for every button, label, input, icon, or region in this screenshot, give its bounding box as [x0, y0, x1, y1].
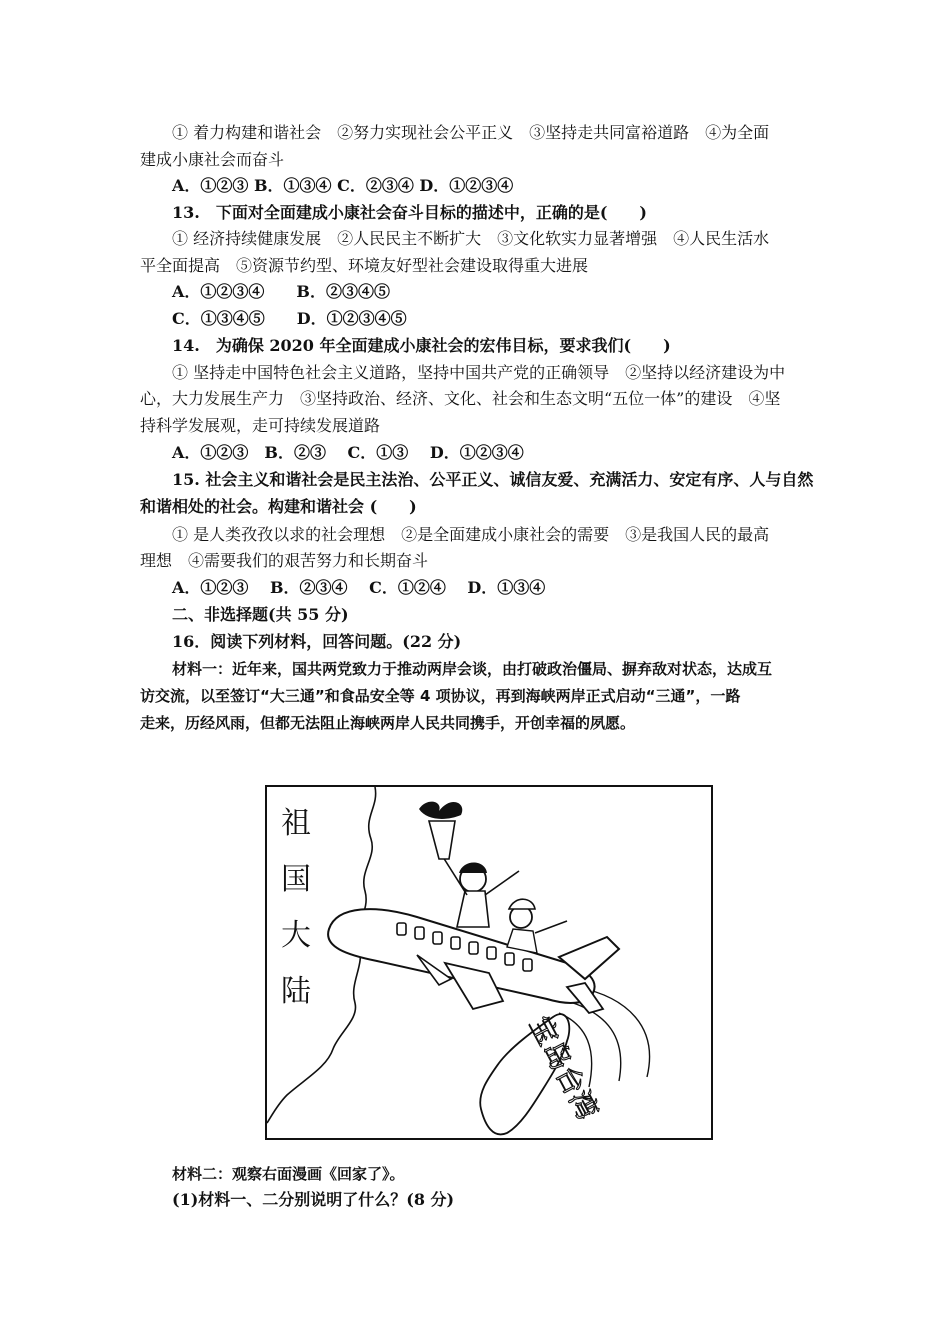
q13-stem: 13. 下面对全面建成小康社会奋斗目标的描述中，正确的是( ) [172, 203, 647, 222]
passenger-with-bouquet [419, 802, 519, 927]
q14-statements-line3: 持科学发展观，走可持续发展道路 [140, 416, 381, 435]
q13-options-line2: C．①③④⑤ D．①②③④⑤ [172, 309, 407, 328]
q12-options: A．①②③ B．①③④ C．②③④ D．①②③④ [172, 176, 514, 195]
q15-stem-line1: 15. 社会主义和谐社会是民主法治、公平正义、诚信友爱、充满活力、安定有序、人与自然 [172, 470, 814, 489]
q12-statements-line1: ① 着力构建和谐社会 ②努力实现社会公平正义 ③坚持走共同富裕道路 ④为全面 [172, 123, 770, 142]
q16-subquestion-1: (1)材料一、二分别说明了什么？(8 分) [172, 1190, 455, 1209]
section2-heading: 二、非选择题(共 55 分) [172, 605, 349, 624]
q15-statements-line1: ① 是人类孜孜以求的社会理想 ②是全面建成小康社会的需要 ③是我国人民的最高 [172, 525, 770, 544]
mainland-label-char: 大 [281, 918, 311, 953]
q13-statements-line1: ① 经济持续健康发展 ②人民民主不断扩大 ③文化软实力显著增强 ④人民生活水 [172, 229, 770, 248]
q16-material1-line1: 材料一：近年来，国共两党致力于推动两岸会谈，由打破政治僵局、摒弃敌对状态，达成互 [172, 660, 773, 678]
q14-statements-line2: 心，大力发展生产力 ③坚持政治、经济、文化、社会和生态文明“五位一体”的建设 ④坚 [140, 389, 781, 408]
cartoon-drawing [267, 787, 711, 1138]
q14-statements-line1: ① 坚持走中国特色社会主义道路，坚持中国共产党的正确领导 ②坚持以经济建设为中 [172, 363, 786, 382]
passenger-waving [507, 899, 567, 953]
mainland-label-char: 国 [281, 862, 311, 897]
taiwan-label: 宝岛台湾 [522, 1010, 605, 1126]
q13-options-line1: A．①②③④ B．②③④⑤ [172, 282, 390, 301]
q15-options: A．①②③ B．②③④ C．①②④ D．①③④ [172, 578, 546, 597]
cartoon-homecoming [265, 785, 713, 1140]
q14-stem: 14. 为确保 2020 年全面建成小康社会的宏伟目标，要求我们( ) [172, 336, 671, 355]
q12-statements-line2: 建成小康社会而奋斗 [140, 150, 285, 169]
mainland-label-char: 陆 [281, 974, 311, 1009]
q13-statements-line2: 平全面提高 ⑤资源节约型、环境友好型社会建设取得重大进展 [140, 256, 589, 275]
q15-stem-line2: 和谐相处的社会。构建和谐社会 ( ) [140, 497, 417, 516]
q15-statements-line2: 理想 ④需要我们的艰苦努力和长期奋斗 [140, 551, 429, 570]
q16-material2: 材料二：观察右面漫画《回家了》。 [172, 1165, 405, 1183]
q16-material1-line3: 走来，历经风雨，但都无法阻止海峡两岸人民共同携手，开创幸福的夙愿。 [140, 714, 636, 732]
q14-options: A．①②③ B．②③ C．①③ D．①②③④ [172, 443, 524, 462]
mainland-label-char: 祖 [281, 806, 311, 841]
q16-material1-line2: 访交流，以至签订“大三通”和食品安全等 4 项协议，再到海峡两岸正式启动“三通”，一路 [140, 687, 741, 705]
q16-stem: 16．阅读下列材料，回答问题。(22 分) [172, 632, 462, 651]
